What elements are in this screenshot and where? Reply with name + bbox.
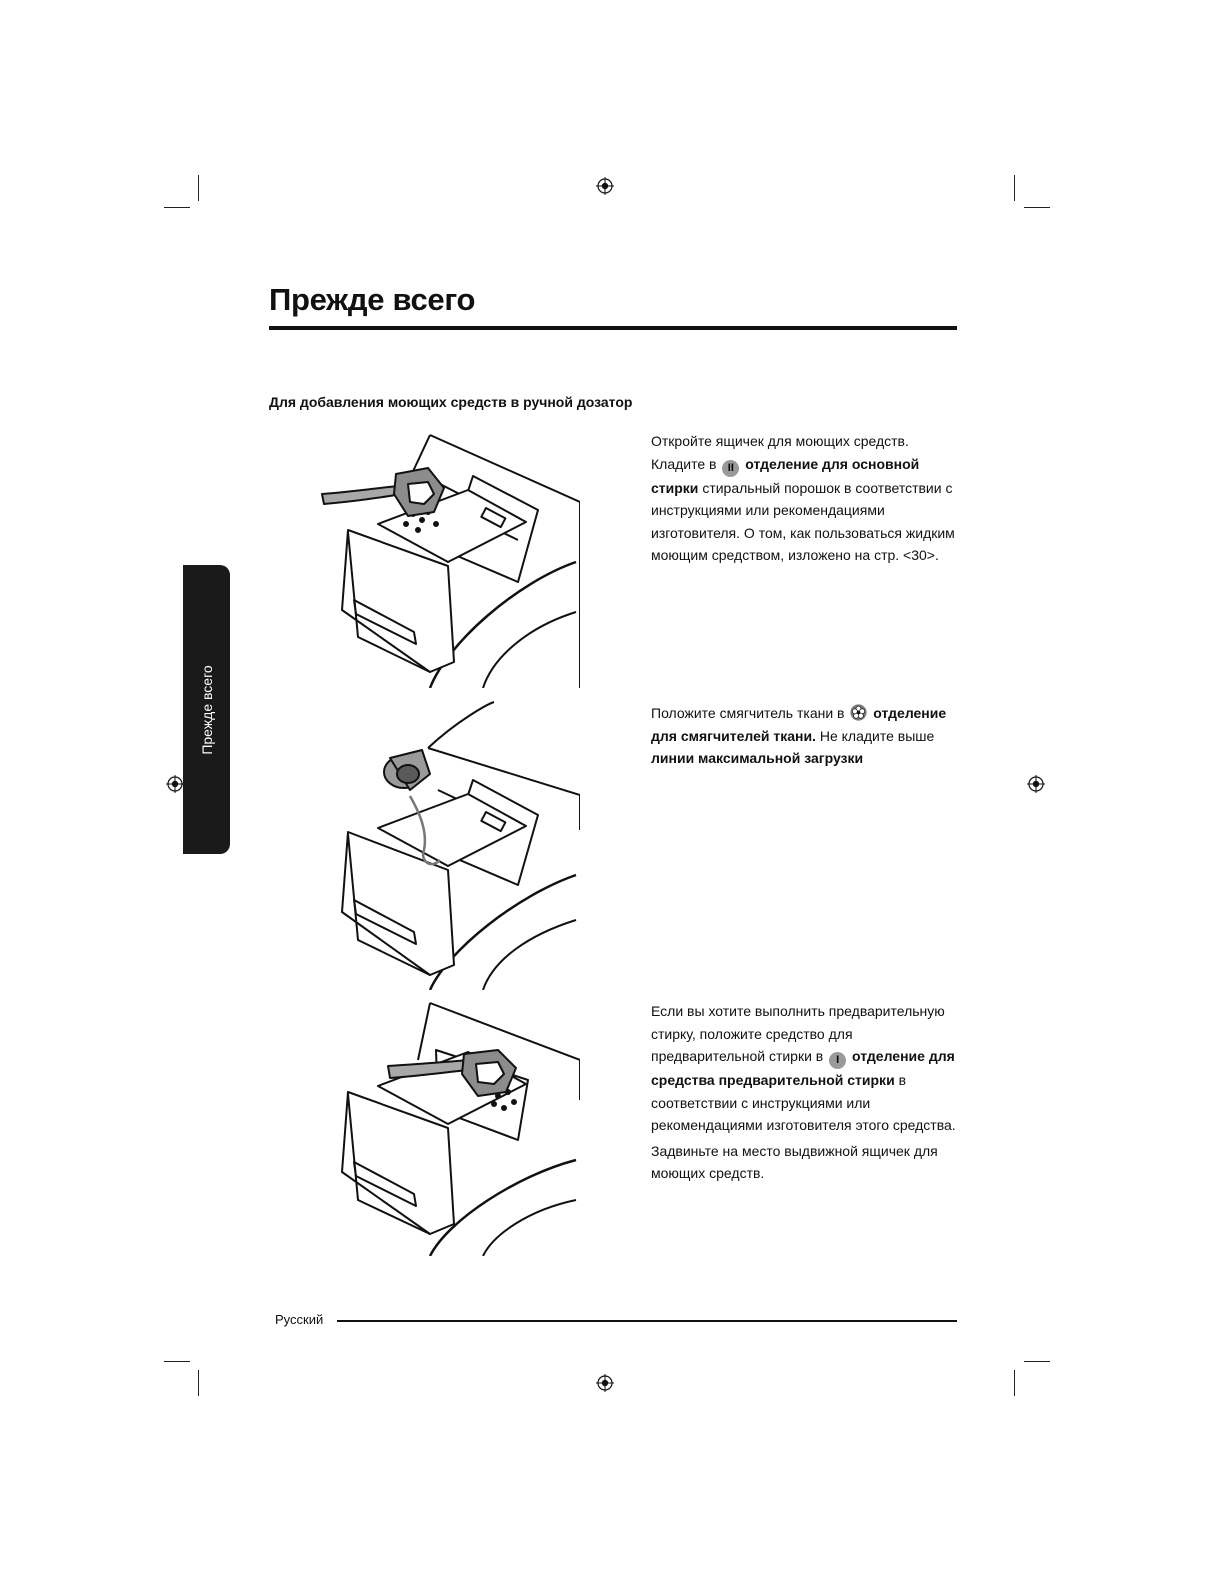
- scoop-powder-prewash-illustration: [318, 1000, 580, 1256]
- scoop-powder-main-wash-illustration: [318, 432, 580, 688]
- softener-flower-icon: [850, 704, 867, 721]
- crop-mark: [1024, 1361, 1050, 1362]
- step-2-bold-2: линии максимальной загрузки: [651, 750, 864, 766]
- step-2-pre: Положите смягчитель ткани в: [651, 705, 845, 721]
- step-2-text: [651, 702, 961, 770]
- page-title: Прежде всего: [269, 282, 476, 317]
- registration-mark-icon: [166, 775, 184, 793]
- crop-mark: [1014, 1370, 1015, 1396]
- step-3-text: [651, 1000, 961, 1185]
- registration-mark-icon: [1027, 775, 1045, 793]
- crop-mark: [1024, 207, 1050, 208]
- crop-mark: [1014, 175, 1015, 201]
- pour-softener-illustration: [318, 700, 580, 990]
- step-3-pre: Если вы хотите выполнить предварительную стирку, положите средство для предварительной стирки в: [651, 1003, 945, 1064]
- step-1-bold: отделение для основной стирки: [651, 455, 920, 496]
- step-2-mid: Не кладите выше: [819, 727, 935, 744]
- title-rule: [269, 326, 957, 330]
- crop-mark: [198, 175, 199, 201]
- footer-rule: [337, 1320, 957, 1322]
- step-3-close: Задвиньте на место выдвижной ящичек для моющих средств.: [651, 1142, 938, 1181]
- registration-mark-icon: [596, 1374, 614, 1392]
- crop-mark: [198, 1370, 199, 1396]
- footer-language: Русский: [275, 1312, 324, 1327]
- step-2-bold: отделение для смягчителей ткани.: [651, 705, 947, 744]
- registration-mark-icon: [596, 177, 614, 195]
- prewash-compartment-icon: I: [829, 1052, 846, 1069]
- step-1-text: [651, 430, 961, 567]
- step-3-bold: отделение для средства предварительной стирки: [651, 1048, 955, 1088]
- side-tab-label: Прежде всего: [198, 664, 215, 755]
- step-1-post: стиральный порошок в соответствии с инструкциями или рекомендациями изготовителя. О том, как пользоваться жидким моющим средством, изложено на стр. <30>.: [651, 479, 955, 563]
- step-1-pre: Кладите в: [651, 455, 717, 472]
- crop-mark: [164, 207, 190, 208]
- crop-mark: [164, 1361, 190, 1362]
- section-subtitle: Для добавления моющих средств в ручной дозатор: [269, 394, 633, 410]
- step-3-post: в соответствии с инструкциями или рекомендациями изготовителя этого средства.: [651, 1072, 956, 1133]
- side-chapter-tab: [183, 565, 230, 854]
- step-1-intro: Откройте ящичек для моющих средств.: [651, 433, 909, 449]
- main-wash-compartment-icon: II: [722, 460, 739, 477]
